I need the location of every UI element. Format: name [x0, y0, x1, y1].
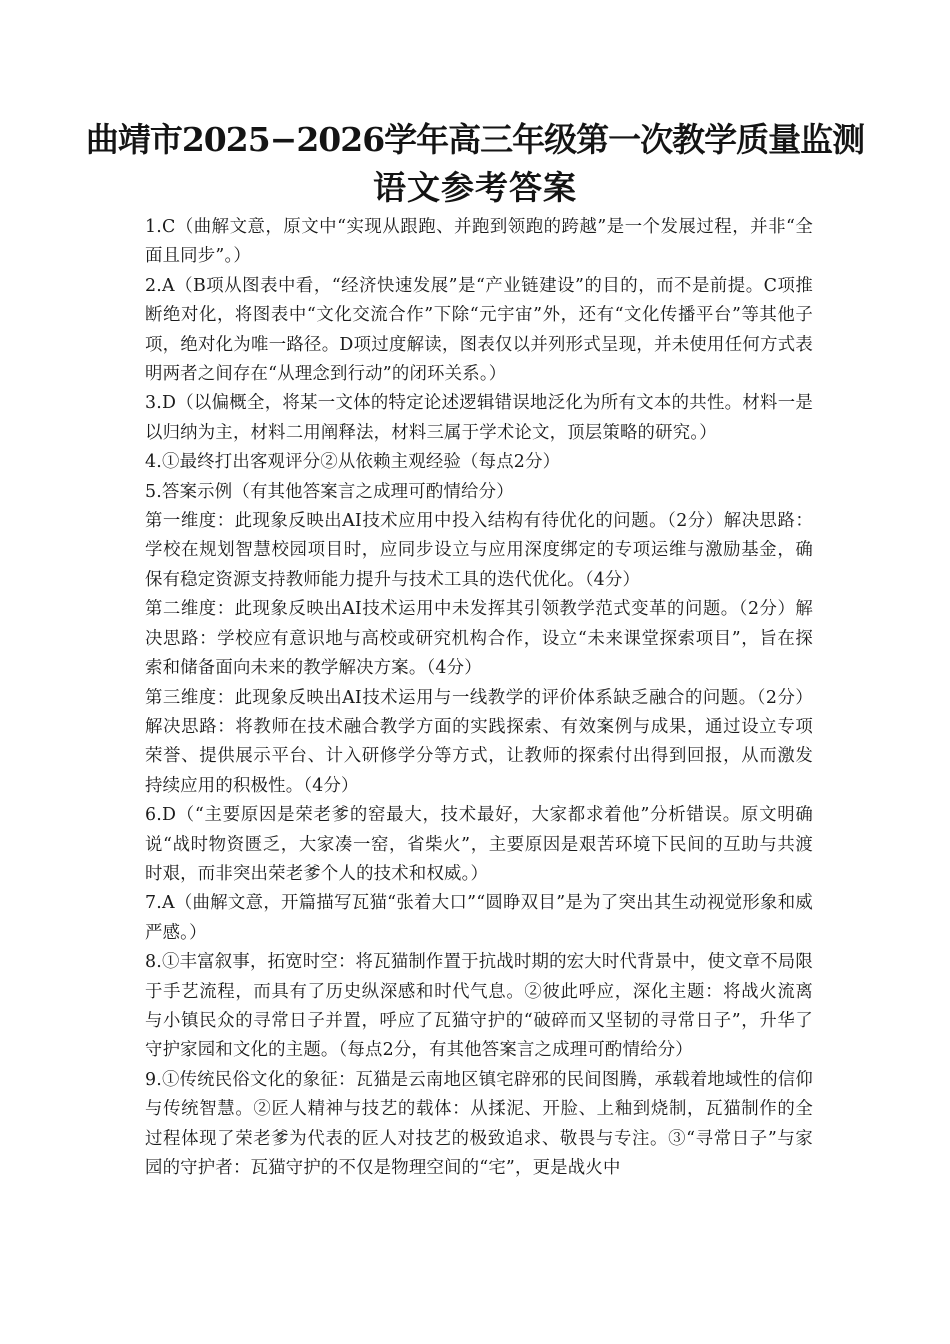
- answer-5-dimension-3: 第三维度：此现象反映出AI技术运用与一线教学的评价体系缺乏融合的问题。（2分）解决思路：将教师在技术融合教学方面的实践探索、有效案例与成果，通过设立专项荣誉、提供展示平台、计入研修学分等方式，让教师的探索付出得到回报，从而激发持续应用的积极性。（4分）: [145, 687, 813, 796]
- answer-8: 8.①丰富叙事，拓宽时空：将瓦猫制作置于抗战时期的宏大时代背景中，使文章不局限于手艺流程，而具有了历史纵深感和时代气息。②彼此呼应，深化主题：将战火流离与小镇民众的寻常日子并置，呼应了瓦猫守护的“破碎而又坚韧的寻常日子”，升华了守护家园和文化的主题。（每点2分，有其他答案言之成理可酌情给分）: [145, 952, 813, 1061]
- answer-2: 2.A（B项从图表中看，“经济快速发展”是“产业链建设”的目的，而不是前提。C项推断绝对化，将图表中“文化交流合作”下除“元宇宙”外，还有“文化传播平台”等其他子项，绝对化为唯一路径。D项过度解读，图表仅以并列形式呈现，并未使用任何方式表明两者之间存在“从理念到行动”的闭环关系。）: [145, 275, 813, 385]
- answer-6: 6.D（“主要原因是荣老爹的窑最大，技术最好，大家都求着他”分析错误。原文明确说“战时物资匮乏，大家凑一窑，省柴火”，主要原因是艰苦环境下民间的互助与共渡时艰，而非突出荣老爹个人的技术和权威。）: [145, 805, 813, 884]
- answer-9: 9.①传统民俗文化的象征：瓦猫是云南地区镇宅辟邪的民间图腾，承载着地域性的信仰与传统智慧。②匠人精神与技艺的载体：从揉泥、开脸、上釉到烧制，瓦猫制作的全过程体现了荣老爹为代表的匠人对技艺的极致追求、敬畏与专注。③“寻常日子”与家园的守护者：瓦猫守护的不仅是物理空间的“宅”，更是战火中: [145, 1069, 813, 1178]
- answer-7: 7.A（曲解文意，开篇描写瓦猫“张着大口”“圆睁双目”是为了突出其生动视觉形象和威严感。）: [145, 893, 813, 943]
- answer-1: 1.C（曲解文意，原文中“实现从跟跑、并跑到领跑的跨越”是一个发展过程，并非“全面且同步”。）: [145, 217, 813, 267]
- document-title: 曲靖市2025−2026学年高三年级第一次教学质量监测: [85, 120, 865, 159]
- answer-5-dimension-1: 第一维度：此现象反映出AI技术应用中投入结构有待优化的问题。（2分）解决思路：学校在规划智慧校园项目时，应同步设立与应用深度绑定的专项运维与激励基金，确保有稳定资源支持教师能力提升与技术工具的迭代优化。（4分）: [145, 511, 813, 590]
- answer-5-dimension-2: 第二维度：此现象反映出AI技术运用中未发挥其引领教学范式变革的问题。（2分）解决思路：学校应有意识地与高校或研究机构合作，设立“未来课堂探索项目”，旨在探索和储备面向未来的教学解决方案。（4分）: [145, 599, 813, 679]
- answer-4: 4.①最终打出客观评分②从依赖主观经验（每点2分）: [145, 452, 561, 473]
- answer-list: [145, 213, 813, 1183]
- answer-3: 3.D（以偏概全，将某一文体的特定论述逻辑错误地泛化为所有文本的共性。材料一是以归纳为主，材料二用阐释法，材料三属于学术论文，顶层策略的研究。）: [145, 393, 813, 443]
- answer-5-intro: 5.答案示例（有其他答案言之成理可酌情给分）: [145, 481, 514, 502]
- document-subtitle: 语文参考答案: [373, 168, 577, 207]
